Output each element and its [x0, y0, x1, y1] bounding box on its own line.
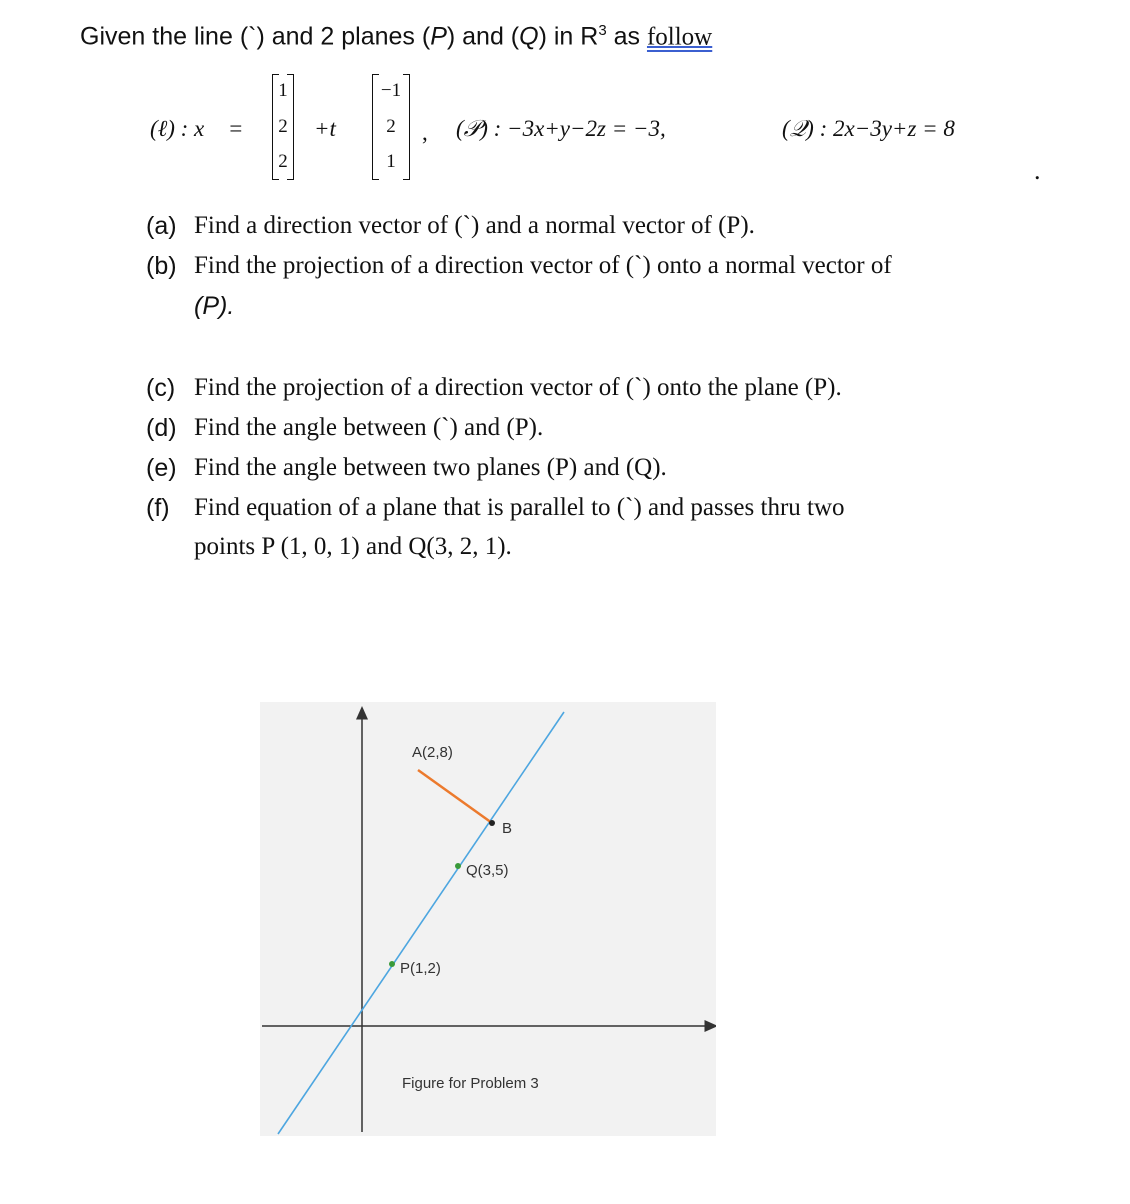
direction-x: −1	[380, 80, 402, 101]
question-text: Find the angle between (`) and (P).	[194, 414, 544, 441]
intro-text-follow: follow	[646, 23, 713, 51]
question-text-line2: (P).	[194, 292, 235, 320]
intro-plane-q: Q	[519, 22, 539, 51]
question-text-line1: Find the projection of a direction vector of (`) onto a normal vector of	[194, 252, 892, 279]
question-f	[146, 494, 845, 523]
direction-vector	[372, 74, 410, 180]
plane-q-equation: (𝒬) : 2x−3y+z = 8	[782, 116, 955, 141]
intro-plane-p: P	[430, 22, 447, 51]
point-y: 2	[278, 116, 288, 137]
line-through-p-q	[278, 712, 564, 1134]
question-text-line2: points P (1, 0, 1) and Q(3, 2, 1).	[194, 533, 512, 560]
point-q-dot	[455, 863, 461, 869]
intro-text-before: Given the line (	[80, 22, 249, 51]
intro-text-in: ) in R	[538, 22, 599, 51]
intro-text-middle: ) and 2 planes (	[256, 22, 431, 51]
intro-line-glyph: `	[248, 22, 257, 51]
point-p-dot	[389, 961, 395, 967]
question-d	[146, 414, 544, 443]
question-text: Find the angle between two planes (P) and (Q).	[194, 454, 667, 481]
question-c	[146, 374, 842, 403]
direction-y: 2	[386, 116, 396, 137]
question-label: (d)	[146, 414, 177, 442]
question-label: (f)	[146, 494, 170, 522]
question-text-line1: Find equation of a plane that is parallel to (`) and passes thru two	[194, 494, 845, 521]
line-label: (ℓ) : x⃗ =	[150, 116, 244, 141]
intro-text-as: as	[606, 22, 647, 51]
segment-a-b	[418, 770, 492, 823]
question-label: (b)	[146, 252, 177, 280]
problem-intro	[80, 22, 712, 51]
point-b-dot	[489, 820, 495, 826]
intro-power: 3	[598, 22, 607, 39]
label-point-q: Q(3,5)	[466, 862, 509, 879]
label-point-a: A(2,8)	[412, 744, 453, 761]
question-e	[146, 454, 667, 483]
question-a	[146, 212, 755, 241]
question-label: (a)	[146, 212, 177, 240]
equation-block	[150, 70, 1050, 190]
plus-t: +t	[314, 116, 336, 141]
label-point-p: P(1,2)	[400, 960, 441, 977]
figure-drawing	[260, 702, 716, 1136]
question-b	[146, 252, 892, 281]
question-label: (c)	[146, 374, 176, 402]
label-point-b: B	[502, 820, 513, 837]
intro-text-and: ) and (	[446, 22, 520, 51]
figure-caption: Figure for Problem 3	[402, 1075, 539, 1092]
figure-problem-3	[260, 702, 716, 1136]
equation-end-dot: .	[1034, 156, 1041, 185]
point-z: 2	[278, 151, 288, 172]
question-text: Find a direction vector of (`) and a normal vector of (P).	[194, 212, 755, 239]
question-text: Find the projection of a direction vector of (`) onto the plane (P).	[194, 374, 842, 401]
point-x: 1	[278, 80, 288, 101]
point-vector	[272, 74, 294, 180]
plane-p-equation: (𝒫) : −3x+y−2z = −3,	[456, 116, 666, 141]
equation-comma: ,	[422, 120, 428, 145]
question-label: (e)	[146, 454, 177, 482]
direction-z: 1	[386, 151, 396, 172]
